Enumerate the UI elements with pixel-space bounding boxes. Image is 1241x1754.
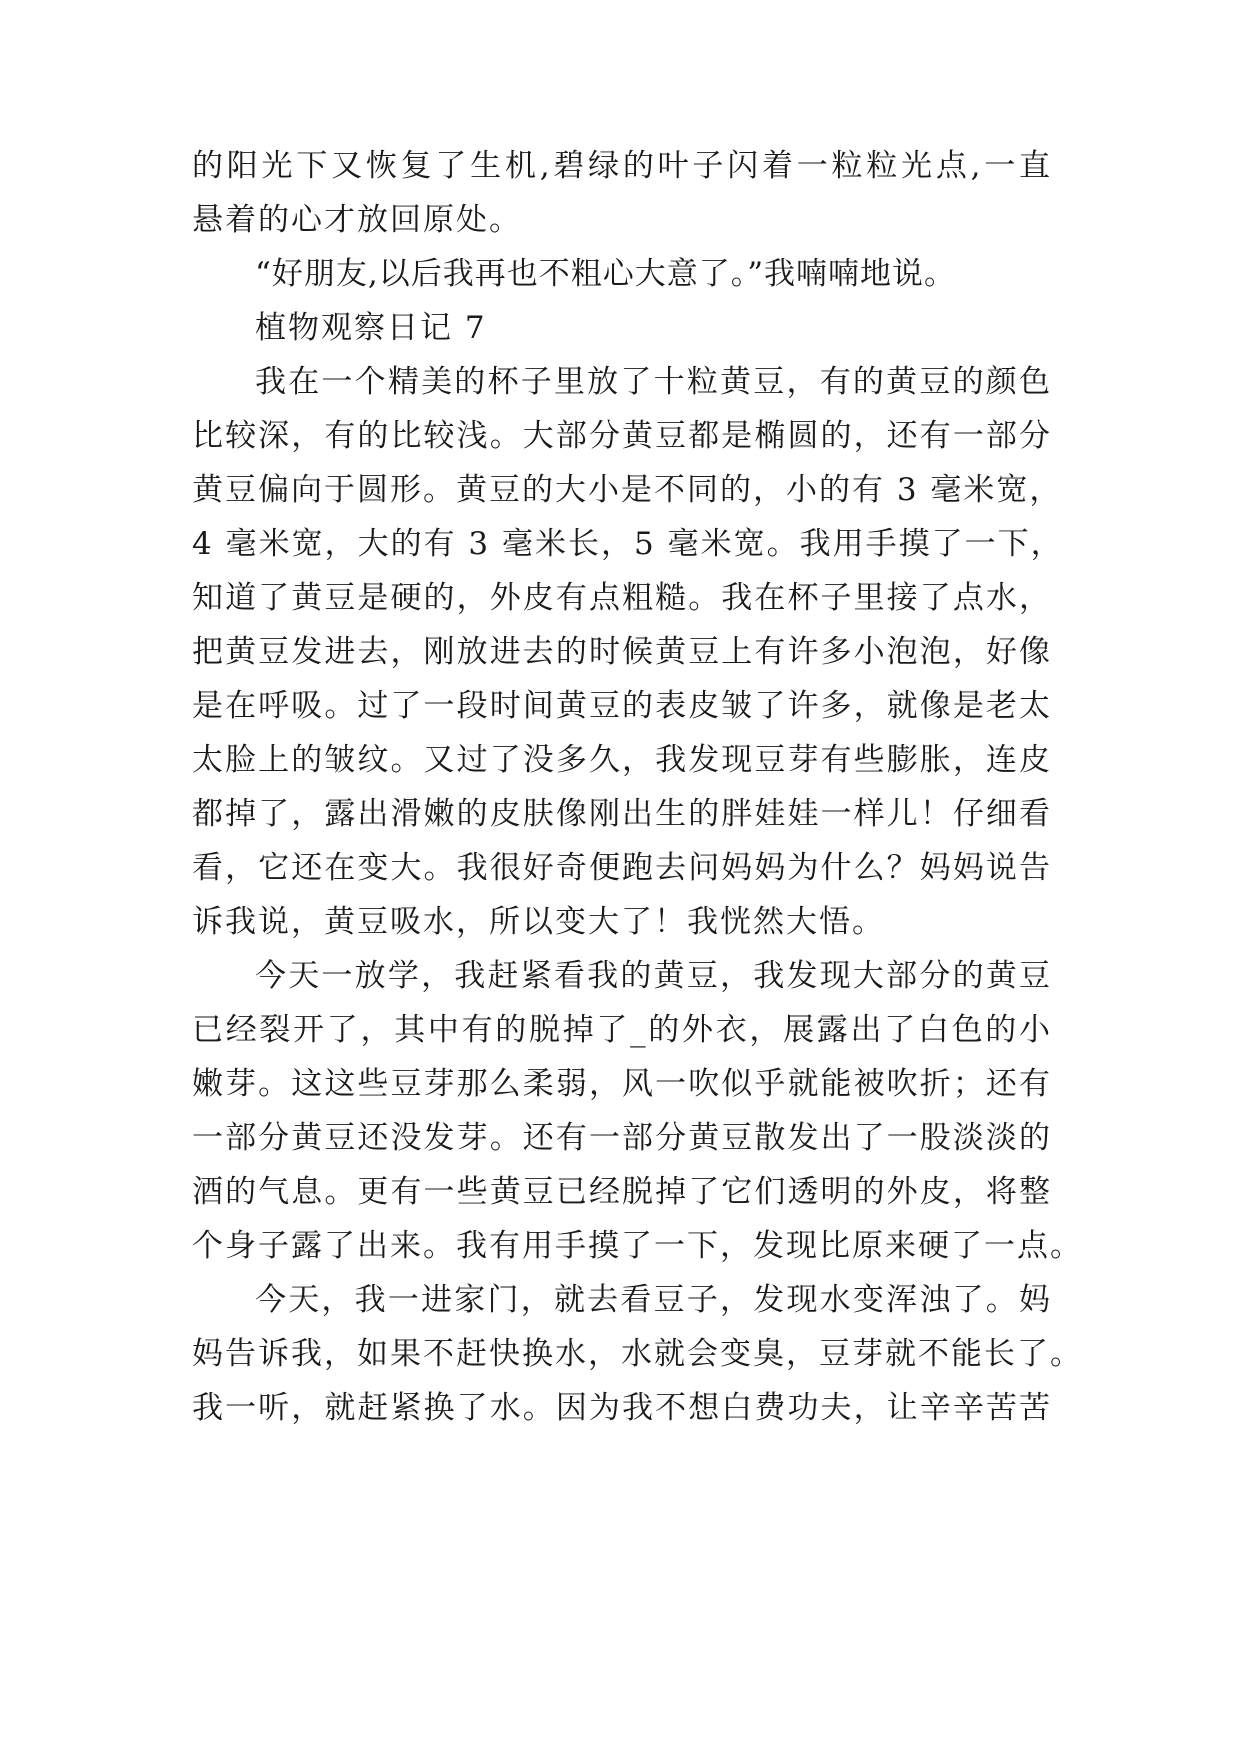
- text-line: 的阳光下又恢复了生机,碧绿的叶子闪着一粒粒光点,一直: [192, 148, 1052, 184]
- text-line: 是在呼吸。过了一段时间黄豆的表皮皱了许多，就像是老太: [192, 688, 1052, 724]
- text-line: 比较深，有的比较浅。大部分黄豆都是椭圆的，还有一部分: [192, 418, 1052, 454]
- text-line: 知道了黄豆是硬的，外皮有点粗糙。我在杯子里接了点水，: [192, 580, 1052, 616]
- text-line: 我在一个精美的杯子里放了十粒黄豆，有的黄豆的颜色: [255, 364, 1052, 400]
- text-line: 今天一放学，我赶紧看我的黄豆，我发现大部分的黄豆: [255, 958, 1052, 994]
- text-line: 太脸上的皱纹。又过了没多久，我发现豆芽有些膨胀，连皮: [192, 742, 1052, 778]
- text-line: 都掉了，露出滑嫩的皮肤像刚出生的胖娃娃一样儿！仔细看: [192, 796, 1052, 832]
- text-line: 诉我说，黄豆吸水，所以变大了！我恍然大悟。: [192, 904, 885, 940]
- text-line: 我一听，就赶紧换了水。因为我不想白费功夫，让辛辛苦苦: [192, 1390, 1052, 1426]
- text-line: 看，它还在变大。我很好奇便跑去问妈妈为什么？妈妈说告: [192, 850, 1052, 886]
- text-line: 妈告诉我，如果不赶快换水，水就会变臭，豆芽就不能长了。: [192, 1336, 1083, 1372]
- section-heading: 植物观察日记 7: [255, 310, 487, 346]
- text-line: 嫩芽。这这些豆芽那么柔弱，风一吹似乎就能被吹折；还有: [192, 1066, 1052, 1102]
- text-line: “好朋友,以后我再也不粗心大意了。”我喃喃地说。: [255, 256, 957, 292]
- text-line: 个身子露了出来。我有用手摸了一下，发现比原来硬了一点。: [192, 1228, 1083, 1264]
- text-line: 把黄豆发进去，刚放进去的时候黄豆上有许多小泡泡，好像: [192, 634, 1052, 670]
- text-line: 悬着的心才放回原处。: [192, 202, 522, 238]
- text-line: 一部分黄豆还没发芽。还有一部分黄豆散发出了一股淡淡的: [192, 1120, 1052, 1156]
- text-line: 黄豆偏向于圆形。黄豆的大小是不同的，小的有 3 毫米宽，: [192, 472, 1063, 508]
- text-line: 酒的气息。更有一些黄豆已经脱掉了它们透明的外皮，将整: [192, 1174, 1052, 1210]
- text-line: 今天，我一进家门，就去看豆子，发现水变浑浊了。妈: [255, 1282, 1052, 1318]
- text-line: 4 毫米宽，大的有 3 毫米长，5 毫米宽。我用手摸了一下，: [192, 526, 1064, 562]
- text-line: 已经裂开了，其中有的脱掉了_的外衣，展露出了白色的小: [192, 1012, 1052, 1048]
